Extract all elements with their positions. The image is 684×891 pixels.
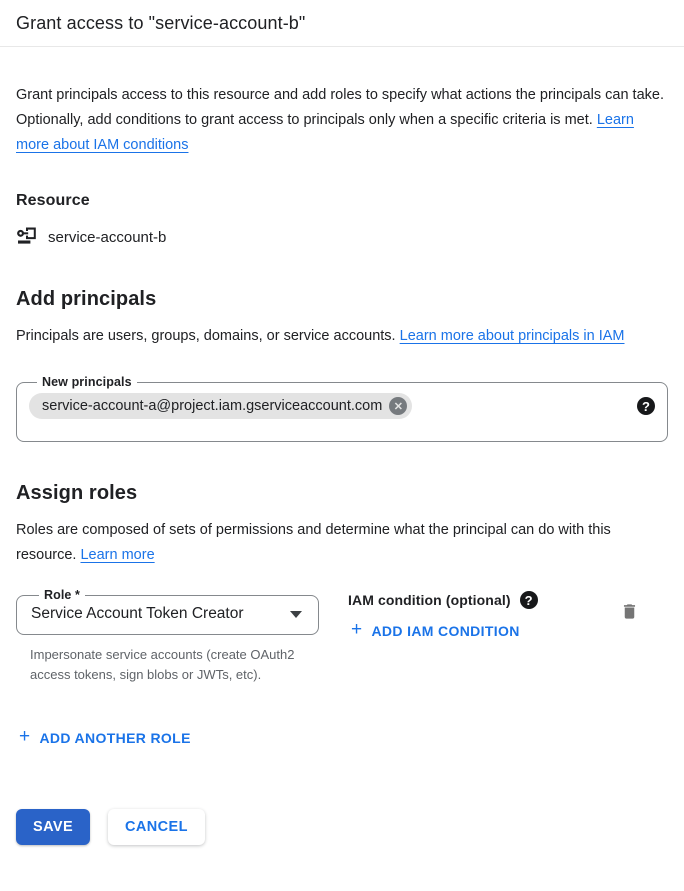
- delete-role-button[interactable]: [620, 601, 639, 625]
- intro-paragraph: [16, 83, 664, 158]
- delete-role-column: [620, 588, 639, 627]
- principals-help-icon[interactable]: ?: [637, 397, 655, 415]
- dialog-body: [0, 83, 684, 845]
- role-column: [16, 588, 319, 685]
- iam-conditions-link[interactable]: Learn more about IAM conditions: [16, 112, 634, 153]
- role-selected-value: Service Account Token Creator: [31, 605, 244, 622]
- resource-heading: Resource: [16, 192, 90, 209]
- roles-learn-more-link[interactable]: Learn more: [80, 547, 155, 563]
- iam-condition-label: IAM condition (optional): [348, 592, 511, 608]
- new-principals-label: New principals: [42, 375, 132, 389]
- new-principals-field[interactable]: [16, 375, 668, 442]
- cancel-button[interactable]: CANCEL: [108, 809, 205, 845]
- chip-close-icon[interactable]: ✕: [389, 397, 407, 415]
- chevron-down-icon: [290, 611, 302, 618]
- iam-condition-column: [348, 588, 620, 640]
- iam-condition-help-icon[interactable]: ?: [520, 591, 538, 609]
- resource-name: service-account-b: [48, 228, 167, 246]
- dialog-actions: [16, 809, 668, 845]
- add-principals-heading: Add principals: [16, 288, 157, 310]
- add-iam-condition-label: ADD IAM CONDITION: [371, 622, 520, 639]
- resource-row: [16, 226, 668, 248]
- assign-roles-heading: Assign roles: [16, 482, 138, 504]
- dialog-title: Grant access to "service-account-b": [16, 13, 306, 33]
- principals-learn-more-link[interactable]: Learn more about principals in IAM: [399, 328, 625, 344]
- intro-text: Grant principals access to this resource and add roles to specify what actions the principals can take. Optionally, add conditions to grant access to principals only when a specific criteria is met.: [16, 87, 664, 128]
- principal-chip: [29, 393, 412, 419]
- iam-condition-label-row: [348, 591, 620, 609]
- new-principals-input-area[interactable]: [29, 393, 655, 419]
- role-row: [16, 588, 668, 685]
- principals-paragraph: [16, 324, 664, 349]
- save-button[interactable]: SAVE: [16, 809, 90, 845]
- principal-chip-text: service-account-a@project.iam.gserviceaccount.com: [42, 398, 383, 414]
- roles-text: Roles are composed of sets of permissions and determine what the principal can do with this resource.: [16, 522, 611, 563]
- roles-paragraph: [16, 518, 664, 568]
- plus-icon: +: [19, 726, 31, 747]
- role-label: Role *: [44, 588, 81, 602]
- add-another-role-label: ADD ANOTHER ROLE: [39, 729, 191, 746]
- delete-icon: [620, 601, 639, 622]
- principals-text: Principals are users, groups, domains, or service accounts.: [16, 328, 400, 344]
- dialog-header: [0, 0, 684, 47]
- role-select-line[interactable]: [31, 605, 304, 623]
- role-helper-text: Impersonate service accounts (create OAuth2 access tokens, sign blobs or JWTs, etc).: [30, 647, 295, 682]
- add-iam-condition-button[interactable]: [351, 619, 520, 640]
- plus-icon: +: [351, 619, 363, 640]
- add-another-role-button[interactable]: [19, 726, 191, 747]
- role-select[interactable]: [16, 588, 319, 635]
- service-account-icon: [16, 226, 38, 248]
